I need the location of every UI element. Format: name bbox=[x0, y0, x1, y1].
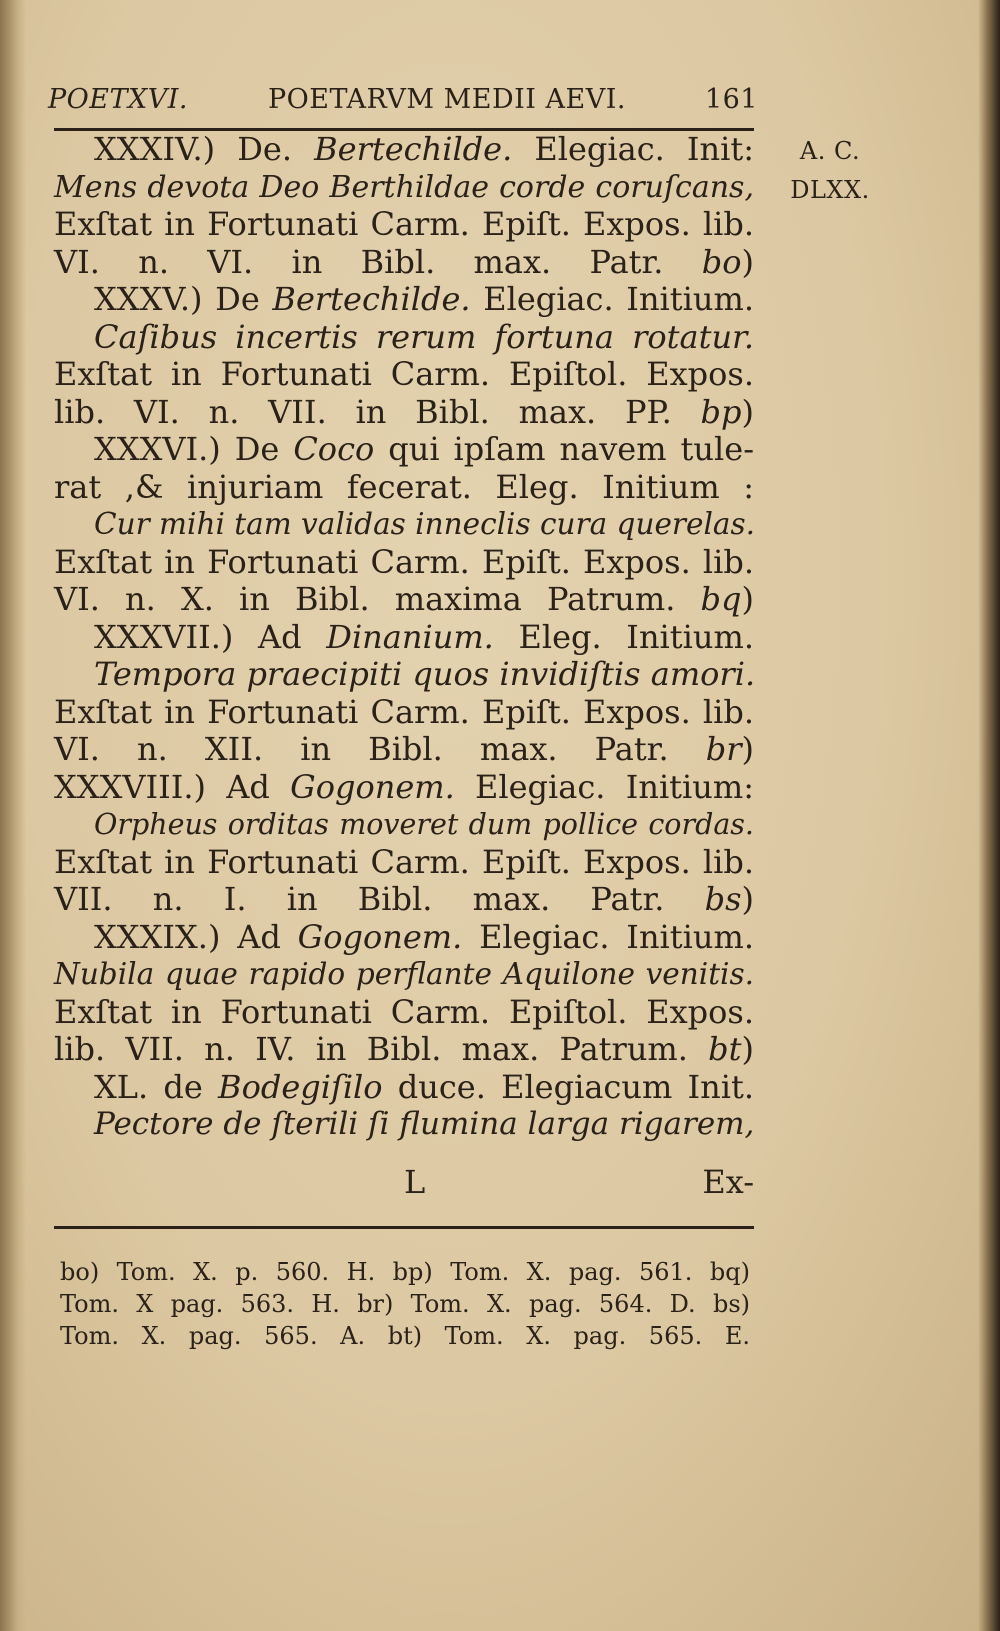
italic-text: Bertechilde. bbox=[314, 130, 513, 168]
roman-text: Exſtat in Fortunati Carm. Epiſt. Expos. lib. bbox=[54, 692, 754, 731]
roman-text: XXXIV.) De. bbox=[94, 130, 315, 168]
text-line bbox=[54, 1069, 754, 1107]
text-line bbox=[54, 431, 754, 469]
roman-text: VI. n. X. in Bibl. maxima Patrum. bbox=[54, 580, 701, 618]
roman-text: ) bbox=[741, 730, 754, 768]
text-line bbox=[54, 506, 754, 544]
text-line bbox=[54, 956, 754, 994]
text-line bbox=[54, 544, 754, 582]
roman-text: XXXVIII.) Ad bbox=[54, 767, 291, 806]
roman-text: XXXIX.) Ad bbox=[94, 917, 298, 956]
roman-text: Exſtat in Fortunati Carm. Epiſtol. Expos. bbox=[54, 992, 754, 1031]
text-line bbox=[54, 881, 754, 919]
text-line bbox=[54, 656, 754, 694]
catchword: Ex- bbox=[702, 1163, 754, 1201]
italic-text: Coco bbox=[293, 430, 375, 468]
italic-text: Cur mihi tam validas inneclis cura querelas. bbox=[94, 507, 755, 541]
signature-mark: L bbox=[404, 1163, 426, 1201]
text-line bbox=[54, 581, 754, 619]
roman-text: lib. VI. n. VII. in Bibl. max. PP. bbox=[54, 392, 701, 431]
footnote-line: Tom. X. pag. 565. A. bt) Tom. X. pag. 565. E. bbox=[60, 1322, 750, 1350]
italic-text: Gogonem. bbox=[290, 767, 455, 806]
roman-text: Elegiac. Initium. bbox=[462, 917, 754, 956]
text-line bbox=[54, 244, 754, 282]
text-line bbox=[54, 619, 754, 657]
roman-text: ) bbox=[741, 392, 754, 431]
roman-text: XL. de bbox=[94, 1067, 219, 1106]
roman-text: XXXVI.) De bbox=[94, 430, 294, 468]
footnote-line: bo) Tom. X. p. 560. H. bp) Tom. X. pag. 561. bq) bbox=[60, 1258, 750, 1286]
text-line bbox=[54, 319, 754, 357]
text-line bbox=[54, 469, 754, 507]
italic-text: Caſibus incertis rerum fortuna rotatur. bbox=[94, 317, 754, 356]
roman-text: qui ipſam navem tule- bbox=[374, 430, 754, 468]
text-line bbox=[54, 694, 754, 732]
text-line bbox=[54, 131, 754, 169]
margin-note-year: DLXX. bbox=[790, 176, 870, 204]
text-line bbox=[54, 281, 754, 319]
header-title: POETARVM MEDII AEVI. bbox=[268, 84, 627, 115]
roman-text: ) bbox=[741, 242, 754, 281]
text-line bbox=[54, 169, 754, 207]
italic-text: br bbox=[705, 730, 742, 768]
running-header bbox=[48, 84, 758, 124]
text-line bbox=[54, 994, 754, 1032]
roman-text: ) bbox=[741, 1030, 754, 1068]
roman-text: Exſtat in Fortunati Carm. Epiſt. Expos. lib. bbox=[54, 842, 754, 881]
roman-text: duce. Elegiacum Init. bbox=[382, 1067, 755, 1106]
roman-text: XXXVII.) Ad bbox=[94, 617, 327, 656]
italic-text: bp bbox=[700, 392, 742, 431]
italic-text: Bertechilde. bbox=[272, 280, 471, 318]
text-line bbox=[54, 356, 754, 394]
roman-text: Elegiac. Initium: bbox=[454, 767, 754, 806]
footnote-rule bbox=[54, 1226, 754, 1229]
header-left: POETXVI. bbox=[48, 84, 188, 115]
italic-text: Orpheus orditas moveret dum pollice cordas. bbox=[94, 808, 754, 841]
italic-text: Gogonem. bbox=[297, 917, 463, 956]
roman-text: VII. n. I. in Bibl. max. Patr. bbox=[54, 880, 705, 918]
italic-text: bo bbox=[701, 242, 742, 281]
italic-text: bs bbox=[704, 880, 742, 918]
text-line bbox=[54, 394, 754, 432]
roman-text: Elegiac. Init: bbox=[512, 130, 755, 168]
italic-text: bq bbox=[700, 580, 742, 618]
roman-text: Exſtat in Fortunati Carm. Epiſt. Expos. lib. bbox=[54, 542, 754, 581]
text-line bbox=[54, 731, 754, 769]
page-number: 161 bbox=[704, 84, 758, 115]
roman-text: XXXV.) De bbox=[94, 280, 273, 318]
body-text bbox=[54, 131, 754, 1144]
italic-text: Dinanium. bbox=[326, 617, 494, 656]
italic-text: Pectore de ſterili ſi flumina larga rigarem, bbox=[94, 1106, 755, 1142]
roman-text: Exſtat in Fortunati Carm. Epiſtol. Expos. bbox=[54, 355, 754, 393]
roman-text: lib. VII. n. IV. in Bibl. max. Patrum. bbox=[54, 1030, 709, 1068]
text-line bbox=[54, 769, 754, 807]
roman-text: Eleg. Initium. bbox=[493, 617, 755, 656]
italic-text: Tempora praecipiti quos invidiſtis amori. bbox=[94, 655, 756, 693]
italic-text: Bodegiſilo bbox=[218, 1067, 383, 1106]
roman-text: ) bbox=[741, 880, 754, 918]
footnotes bbox=[60, 1256, 750, 1352]
text-line bbox=[54, 1031, 754, 1069]
page-right-edge-shadow bbox=[978, 0, 1000, 1631]
text-line bbox=[54, 206, 754, 244]
roman-text: Exſtat in Fortunati Carm. Epiſt. Expos. lib. bbox=[54, 205, 754, 243]
italic-text: bt bbox=[708, 1030, 742, 1068]
roman-text: VI. n. VI. in Bibl. max. Patr. bbox=[54, 242, 702, 281]
page-left-edge-shadow bbox=[0, 0, 26, 1631]
roman-text: VI. n. XII. in Bibl. max. Patr. bbox=[54, 730, 706, 768]
italic-text: Mens devota Deo Berthildae corde coruſcans, bbox=[54, 169, 754, 205]
text-line bbox=[54, 806, 754, 844]
margin-note-year-label: A. C. bbox=[799, 137, 861, 165]
text-line bbox=[54, 919, 754, 957]
roman-text: Elegiac. Initium. bbox=[470, 280, 754, 318]
footnote-line: Tom. X pag. 563. H. br) Tom. X. pag. 564. D. bs) bbox=[60, 1290, 750, 1318]
text-line bbox=[54, 1106, 754, 1144]
italic-text: Nubila quae rapido perflante Aquilone venitis. bbox=[54, 957, 754, 991]
roman-text: ) bbox=[741, 580, 754, 618]
roman-text: rat ,& injuriam fecerat. Eleg. Initium : bbox=[54, 467, 754, 506]
text-line bbox=[54, 844, 754, 882]
page-footer-catchline bbox=[54, 1163, 754, 1203]
